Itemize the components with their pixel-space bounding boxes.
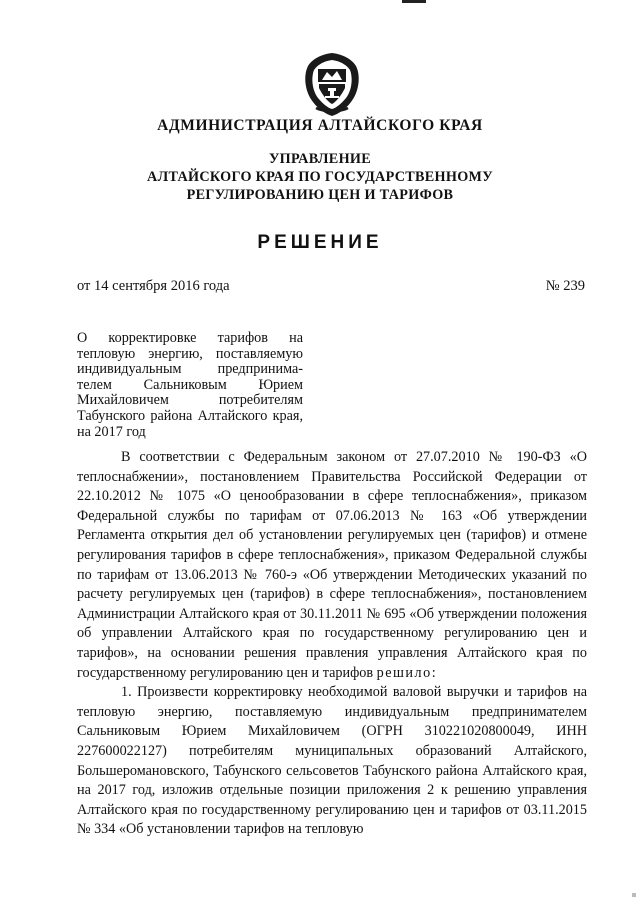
document-title: РЕШЕНИЕ <box>257 232 383 253</box>
coat-of-arms-icon <box>301 50 363 118</box>
scan-artifact <box>632 893 636 897</box>
department-name <box>0 150 640 204</box>
department-line: АЛТАЙСКОГО КРАЯ ПО ГОСУДАРСТВЕННОМУ <box>147 169 493 185</box>
department-line: УПРАВЛЕНИЕ <box>268 151 372 167</box>
organization-name: АДМИНИСТРАЦИЯ АЛТАЙСКОГО КРАЯ <box>157 117 483 134</box>
document-subject: О корректировке тарифов на тепловую энергию, поставляемую индивидуальным предпринима-телем Сальниковым Юрием Михайловичем потребителям Табунского района Алтайского края, на 2017 год <box>77 330 303 440</box>
document-date: от 14 сентября 2016 года <box>77 278 230 294</box>
document-number: № 239 <box>545 278 585 294</box>
department-line: РЕГУЛИРОВАНИЮ ЦЕН И ТАРИФОВ <box>186 187 454 203</box>
scan-artifact <box>402 0 426 3</box>
paragraph-text: В соответствии с Федеральным законом от 27.07.2010 № 190-ФЗ «О теплоснабжении», постановлением Правительства Российской Федерации от 22.10.2012 № 1075 «О ценообразовании в сфере теплоснабжения», приказом Федеральной службы по тарифам от 07.06.2013 № 163 «Об утверждении Регламента открытия дел об установлении регулируемых цен (тарифов) и отмене регулирования тарифов в сфере теплоснабжения», приказом Федеральной службы по тарифам от 13.06.2013 № 760-э «Об утверждении Методических указаний по расчету регулируемых цен (тарифов) в сфере теплоснабжения», постановлением Администрации Алтайского края от 30.11.2011 № 695 «Об утверждении положения об управлении Алтайского края по государственному регулированию цен и тарифов», на основании решения правления управления Алтайского края по государственному регулированию цен и тарифов <box>77 449 587 681</box>
decision-word: решило: <box>376 664 438 681</box>
document-body <box>77 448 587 840</box>
body-paragraph <box>77 448 587 683</box>
body-paragraph: 1. Произвести корректировку необходимой валовой выручки и тарифов на тепловую энергию, поставляемую индивидуальным предпринимателем Сальниковым Юрием Михайловичем (ОГРН 310221020800049, ИНН 227600022127) потребителям муниципальных образований Алтайского, Большеромановского, Табунского сельсоветов Табунского района Алтайского края, на 2017 год, изложив отдельные позиции приложения 2 к решению управления Алтайского края по государственному регулированию цен и тарифов от 03.11.2015 № 334 «Об установлении тарифов на тепловую <box>77 684 587 838</box>
